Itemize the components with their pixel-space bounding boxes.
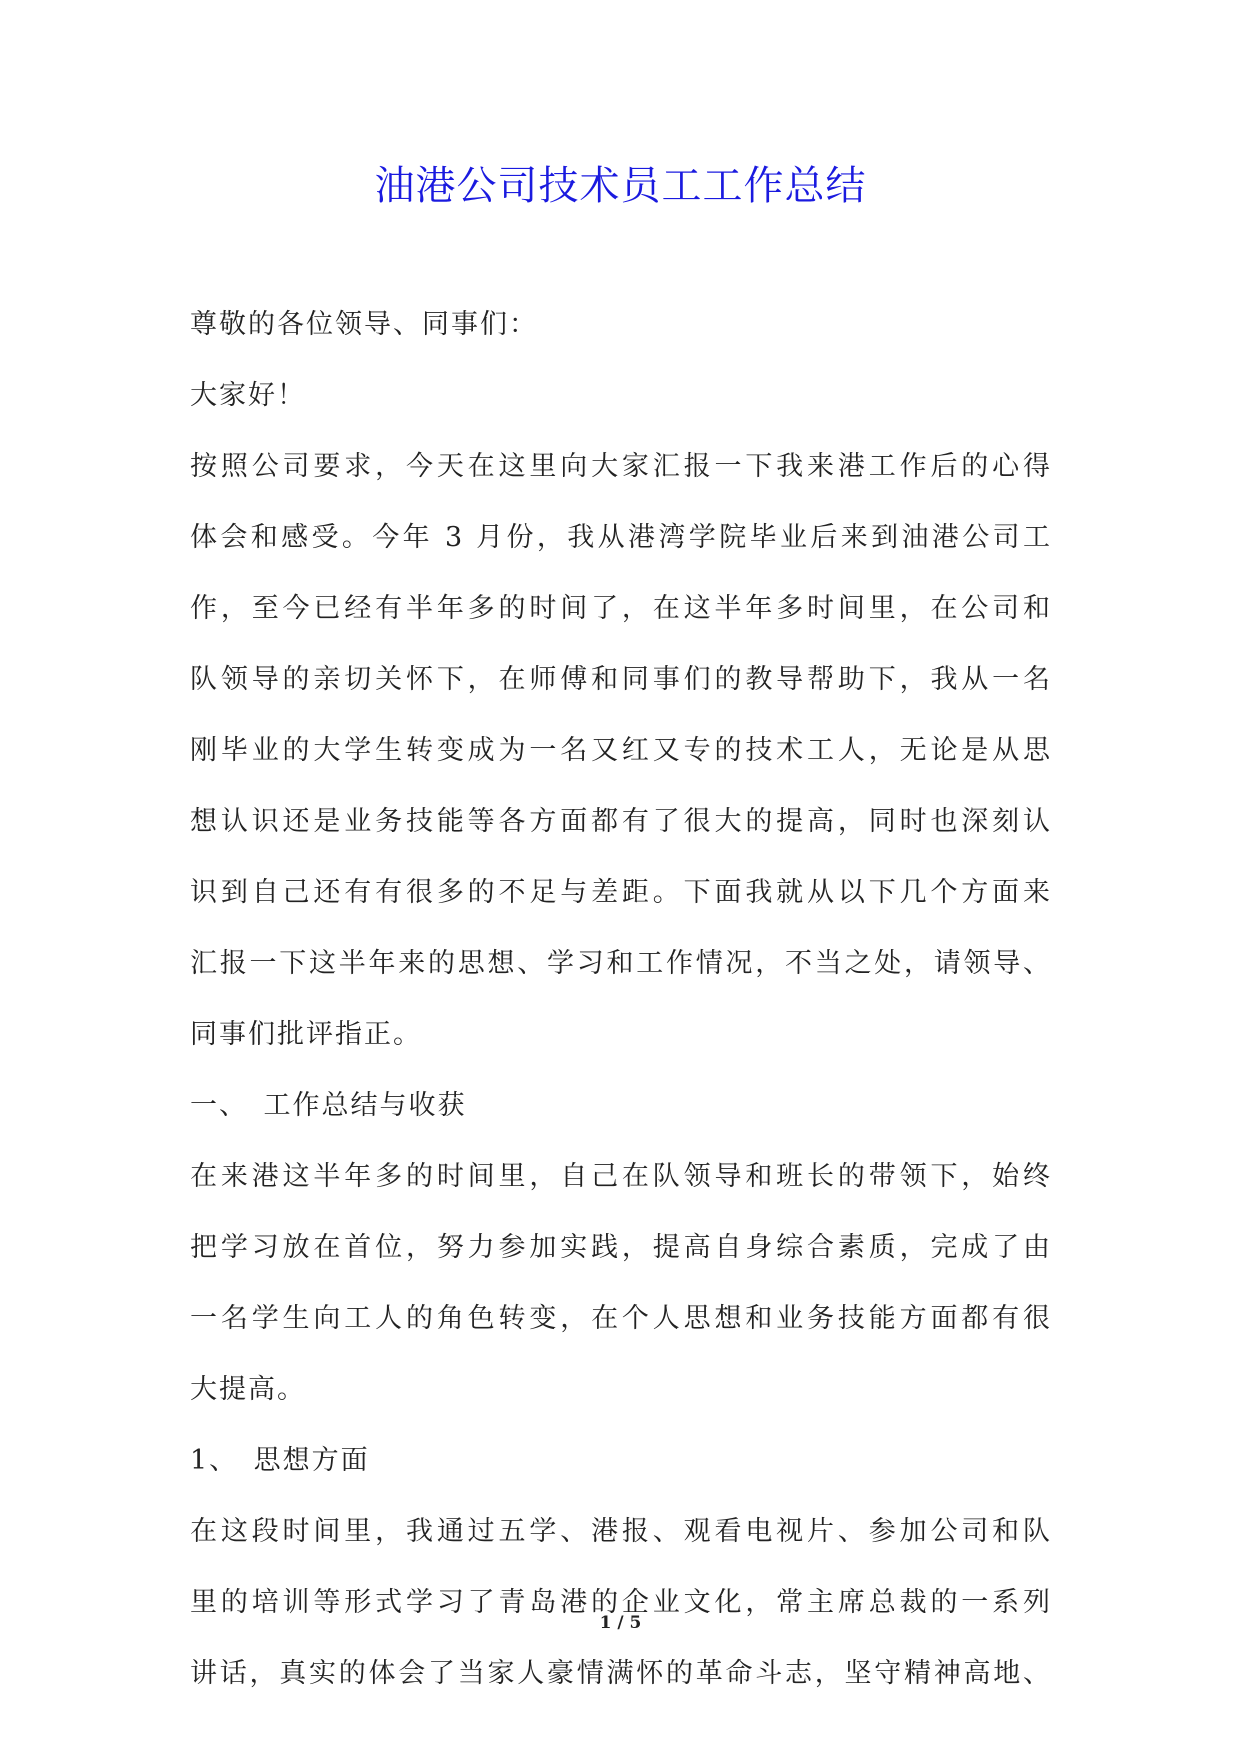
paragraph-line: 识到自己还有有很多的不足与差距。下面我就从以下几个方面来 [190,877,1052,908]
paragraph-line: 在来港这半年多的时间里，自己在队领导和班长的带领下，始终 [190,1161,1052,1192]
paragraph-line: 讲话，真实的体会了当家人豪情满怀的革命斗志，坚守精神高地、 [190,1658,1052,1689]
paragraph-line: 汇报一下这半年来的思想、学习和工作情况，不当之处，请领导、 [190,948,1052,979]
document-body [190,289,1052,1709]
paragraph-line: 一名学生向工人的角色转变，在个人思想和业务技能方面都有很 [190,1303,1052,1334]
paragraph-line: 同事们批评指正。 [190,1019,422,1050]
subsection-heading: 1、 思想方面 [190,1445,370,1476]
page-number: 1 / 5 [599,1613,642,1633]
greeting-line: 大家好！ [190,380,306,411]
paragraph-line: 体会和感受。今年 3 月份，我从港湾学院毕业后来到油港公司工 [190,522,1052,553]
document-title: 油港公司技术员工工作总结 [374,163,867,209]
paragraph-line: 想认识还是业务技能等各方面都有了很大的提高，同时也深刻认 [190,806,1052,837]
paragraph-line: 队领导的亲切关怀下，在师傅和同事们的教导帮助下，我从一名 [190,664,1052,695]
section-heading: 一、 工作总结与收获 [190,1090,467,1121]
paragraph-line: 里的培训等形式学习了青岛港的企业文化，常主席总裁的一系列 [190,1587,1052,1618]
salutation-line: 尊敬的各位领导、同事们： [190,309,538,340]
paragraph-line: 在这段时间里，我通过五学、港报、观看电视片、参加公司和队 [190,1516,1052,1547]
paragraph-line: 按照公司要求，今天在这里向大家汇报一下我来港工作后的心得 [190,451,1052,482]
paragraph-line: 刚毕业的大学生转变成为一名又红又专的技术工人，无论是从思 [190,735,1052,766]
paragraph-line: 作，至今已经有半年多的时间了，在这半年多时间里，在公司和 [190,593,1052,624]
paragraph-line: 把学习放在首位，努力参加实践，提高自身综合素质，完成了由 [190,1232,1052,1263]
paragraph-line: 大提高。 [190,1374,306,1405]
